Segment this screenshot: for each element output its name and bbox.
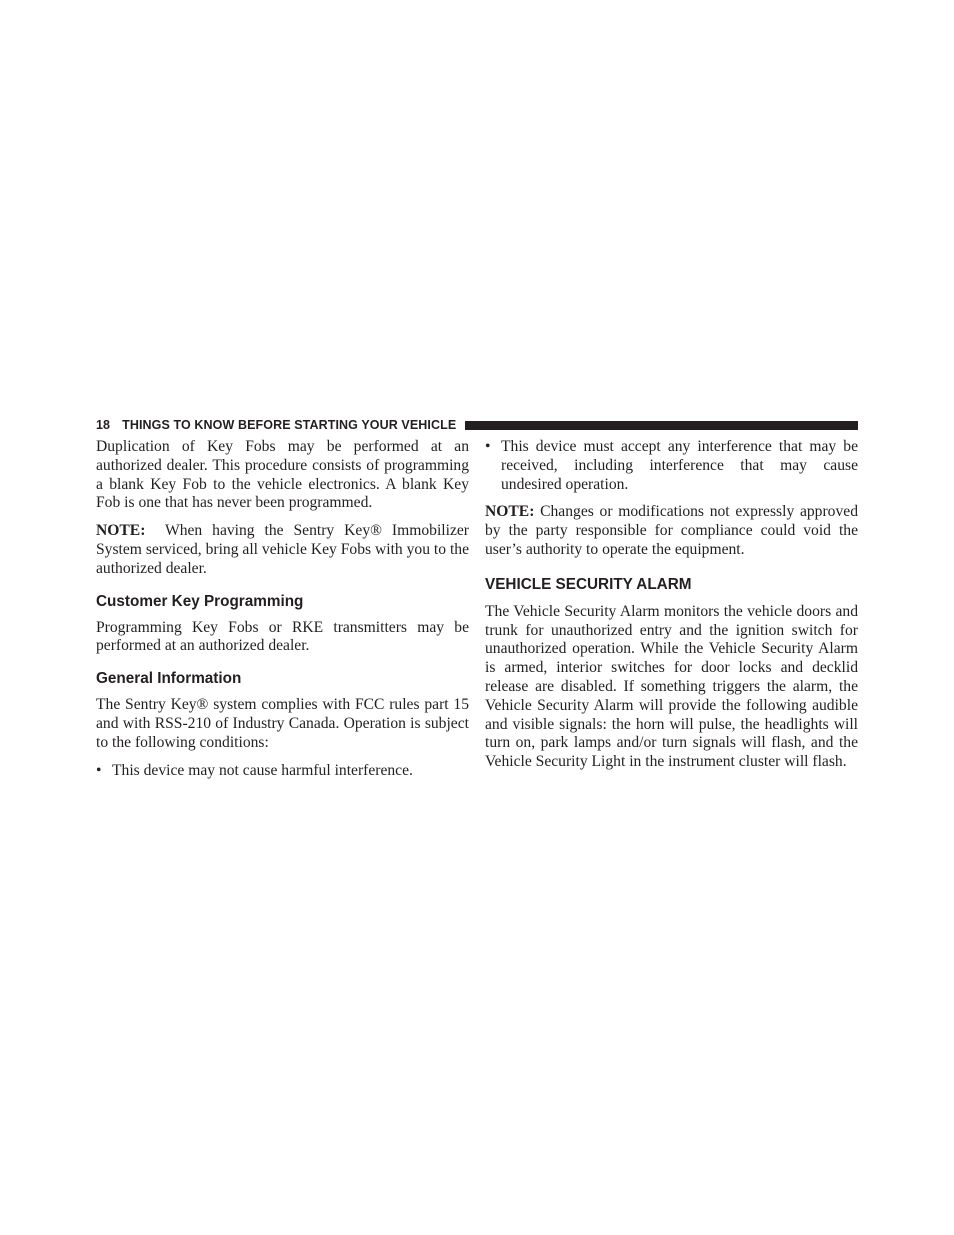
security-alarm-paragraph: The Vehicle Security Alarm monitors the vehicle doors and trunk for unauthorized entry and the ignition switch for unauthorized operation. While the Vehicle Security Alarm is armed, interior switches for door locks and decklid release are disabled. If something triggers the alarm, the Vehicle Security Alarm will provide the following audible and visible signals: the horn will pulse, the headlights will turn on, park lamps and/or turn signals will flash, and the Vehicle Security Light in the instrument cluster will flash.: [485, 602, 858, 771]
bullet-text: This device may not cause harmful interference.: [112, 761, 413, 779]
page-header: [96, 416, 858, 434]
bullet-icon: •: [485, 438, 491, 455]
note-immobilizer: [96, 522, 469, 578]
general-info-paragraph: The Sentry Key® system complies with FCC rules part 15 and with RSS-210 of Industry Canada. Operation is subject to the following conditions:: [96, 696, 469, 751]
left-column: [96, 438, 469, 789]
page-number: 18: [96, 418, 111, 432]
list-item: [96, 762, 469, 781]
bullet-icon: •: [96, 761, 102, 779]
heading-customer-key-programming: Customer Key Programming: [96, 592, 304, 610]
list-item: [485, 438, 858, 494]
right-column: [485, 438, 858, 781]
note-label: NOTE:: [96, 522, 146, 540]
note-modifications: [485, 503, 858, 559]
note-text: When having the Sentry Key® Immobilizer System serviced, bring all vehicle Key Fobs with you to the authorized dealer.: [96, 522, 469, 577]
heading-general-information: General Information: [96, 670, 242, 688]
note-label: NOTE:: [485, 503, 535, 521]
section-title: THINGS TO KNOW BEFORE STARTING YOUR VEHICLE: [122, 418, 457, 432]
customer-key-paragraph: Programming Key Fobs or RKE transmitters may be performed at an authorized dealer.: [96, 618, 469, 655]
header-rule: [465, 421, 858, 430]
bullet-text: This device must accept any interference that may be received, including interference that may cause undesired operation.: [501, 438, 858, 493]
note-text: Changes or modifications not expressly approved by the party responsible for compliance could void the user’s authority to operate the equipment.: [485, 503, 858, 558]
duplication-paragraph: Duplication of Key Fobs may be performed at an authorized dealer. This procedure consists of programming a blank Key Fob to the vehicle electronics. A blank Key Fob is one that has never been programmed.: [96, 438, 469, 512]
heading-vehicle-security-alarm: VEHICLE SECURITY ALARM: [485, 575, 692, 593]
